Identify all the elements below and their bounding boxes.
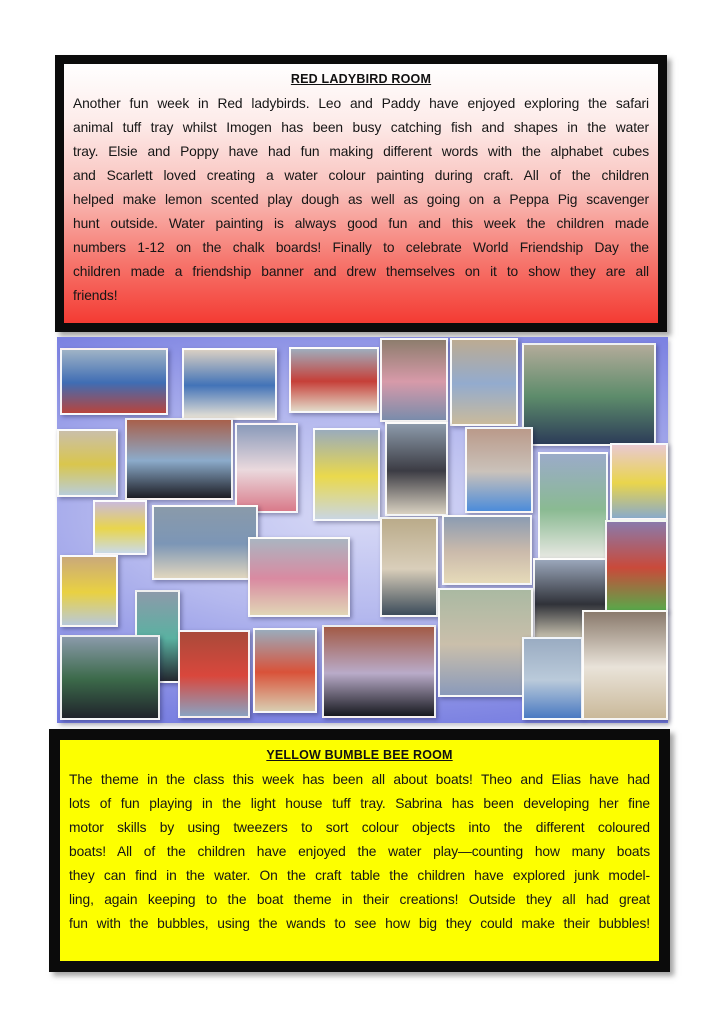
collage-photo-two-boys-alphabet-rug bbox=[60, 348, 168, 415]
text-line: Another fun week in Red ladybirds. Leo and Paddy have enjoyed exploring the safari bbox=[73, 96, 649, 111]
text-line: lots of fun playing in the light house tuff tray. Sabrina has been developing her fine bbox=[69, 796, 650, 811]
text-line: hunt outside. Water painting is always good fun and this week the children made bbox=[73, 216, 649, 231]
collage-photo-two-boys-water-tray bbox=[522, 637, 583, 720]
collage-photo-boy-holding-card bbox=[178, 630, 250, 718]
collage-photo-children-safari-tuff-tray bbox=[522, 343, 656, 446]
text-line: ling, again keeping to the boat theme in their creations! Outside they all had great bbox=[69, 892, 650, 907]
collage-photo-boy-blue-paper-cutout bbox=[465, 427, 533, 513]
collage-photo-girls-black-tray-brick-wall bbox=[322, 625, 436, 718]
text-line: The theme in the class this week has been all about boats! Theo and Elias have had bbox=[69, 772, 650, 787]
collage-photo-girl-holding-painting bbox=[182, 348, 277, 420]
collage-photo-girl-blue-smiling bbox=[450, 338, 518, 426]
red-room-title-text: RED LADYBIRD ROOM bbox=[290, 72, 432, 86]
red-room-title bbox=[64, 64, 658, 89]
text-line: helped make lemon scented play dough as well as going on a Peppa Pig scavenger bbox=[73, 192, 649, 207]
collage-photo-boy-yellow-bib-craft bbox=[313, 428, 380, 521]
text-line: they can find in the water. On the craft table the children have explored junk model- bbox=[69, 868, 650, 883]
text-line: children made a friendship banner and drew themselves on it to show they are all bbox=[73, 264, 649, 279]
text-line: fun with the bubbles, using the wands to see how big they could make their bubbles! bbox=[69, 916, 650, 931]
collage-photo-girl-red-apron-craft bbox=[253, 628, 317, 713]
text-line: and Scarlett loved creating a water colour painting during craft. All of the children bbox=[73, 168, 649, 183]
red-ladybird-room-section bbox=[55, 55, 667, 332]
collage-photo-girl-yellow-craft bbox=[93, 500, 147, 555]
collage-photo-girl-yellow-bowl bbox=[60, 555, 118, 627]
yellow-room-title bbox=[60, 740, 659, 765]
text-line: boats! All of the children have enjoyed the water play—counting how many boats bbox=[69, 844, 650, 859]
collage-photo-boy-reading-book bbox=[385, 422, 448, 516]
collage-photo-child-toy-tuff-tray bbox=[380, 517, 438, 617]
text-line: friends! bbox=[73, 288, 118, 303]
collage-photo-girl-stirring-bowl bbox=[582, 610, 668, 720]
text-line: tray. Elsie and Poppy have had fun making different words with the alphabet cubes bbox=[73, 144, 649, 159]
collage-photo-kids-puzzle-mat bbox=[605, 520, 668, 612]
text-line: numbers 1-12 on the chalk boards! Finally to celebrate World Friendship Day the bbox=[73, 240, 649, 255]
collage-photo-boy-chalk-numbers-wall bbox=[610, 443, 668, 520]
collage-photo-three-kids-round-table bbox=[442, 515, 532, 585]
collage-photo-three-kids-snow-tray bbox=[538, 452, 608, 563]
collage-photo-child-yellow-top bbox=[57, 429, 118, 497]
text-line: motor skills by using tweezers to sort colour objects into the different coloured bbox=[69, 820, 650, 835]
yellow-room-text bbox=[60, 768, 659, 936]
photo-collage bbox=[57, 337, 668, 723]
red-room-text bbox=[64, 92, 658, 308]
collage-photo-kids-lighthouse-tuff-tray bbox=[438, 588, 533, 697]
collage-photo-baby-and-boy-dough-table bbox=[248, 537, 350, 617]
text-line: animal tuff tray whilst Imogen has been busy catching fish and shapes in the water bbox=[73, 120, 649, 135]
yellow-bumble-bee-room-section bbox=[49, 729, 670, 972]
collage-photo-two-girls-red-tops bbox=[289, 347, 379, 413]
collage-photo-two-boys-play-dough bbox=[152, 505, 258, 580]
collage-photo-girl-pink-writing bbox=[380, 338, 448, 422]
collage-photo-toddlers-black-tuff-tray bbox=[125, 418, 233, 500]
collage-photo-two-boys-chalkboard-tray bbox=[60, 635, 160, 720]
yellow-room-title-text: YELLOW BUMBLE BEE ROOM bbox=[266, 748, 453, 762]
collage-photo-girl-peppa-pig-shirt bbox=[235, 423, 298, 513]
